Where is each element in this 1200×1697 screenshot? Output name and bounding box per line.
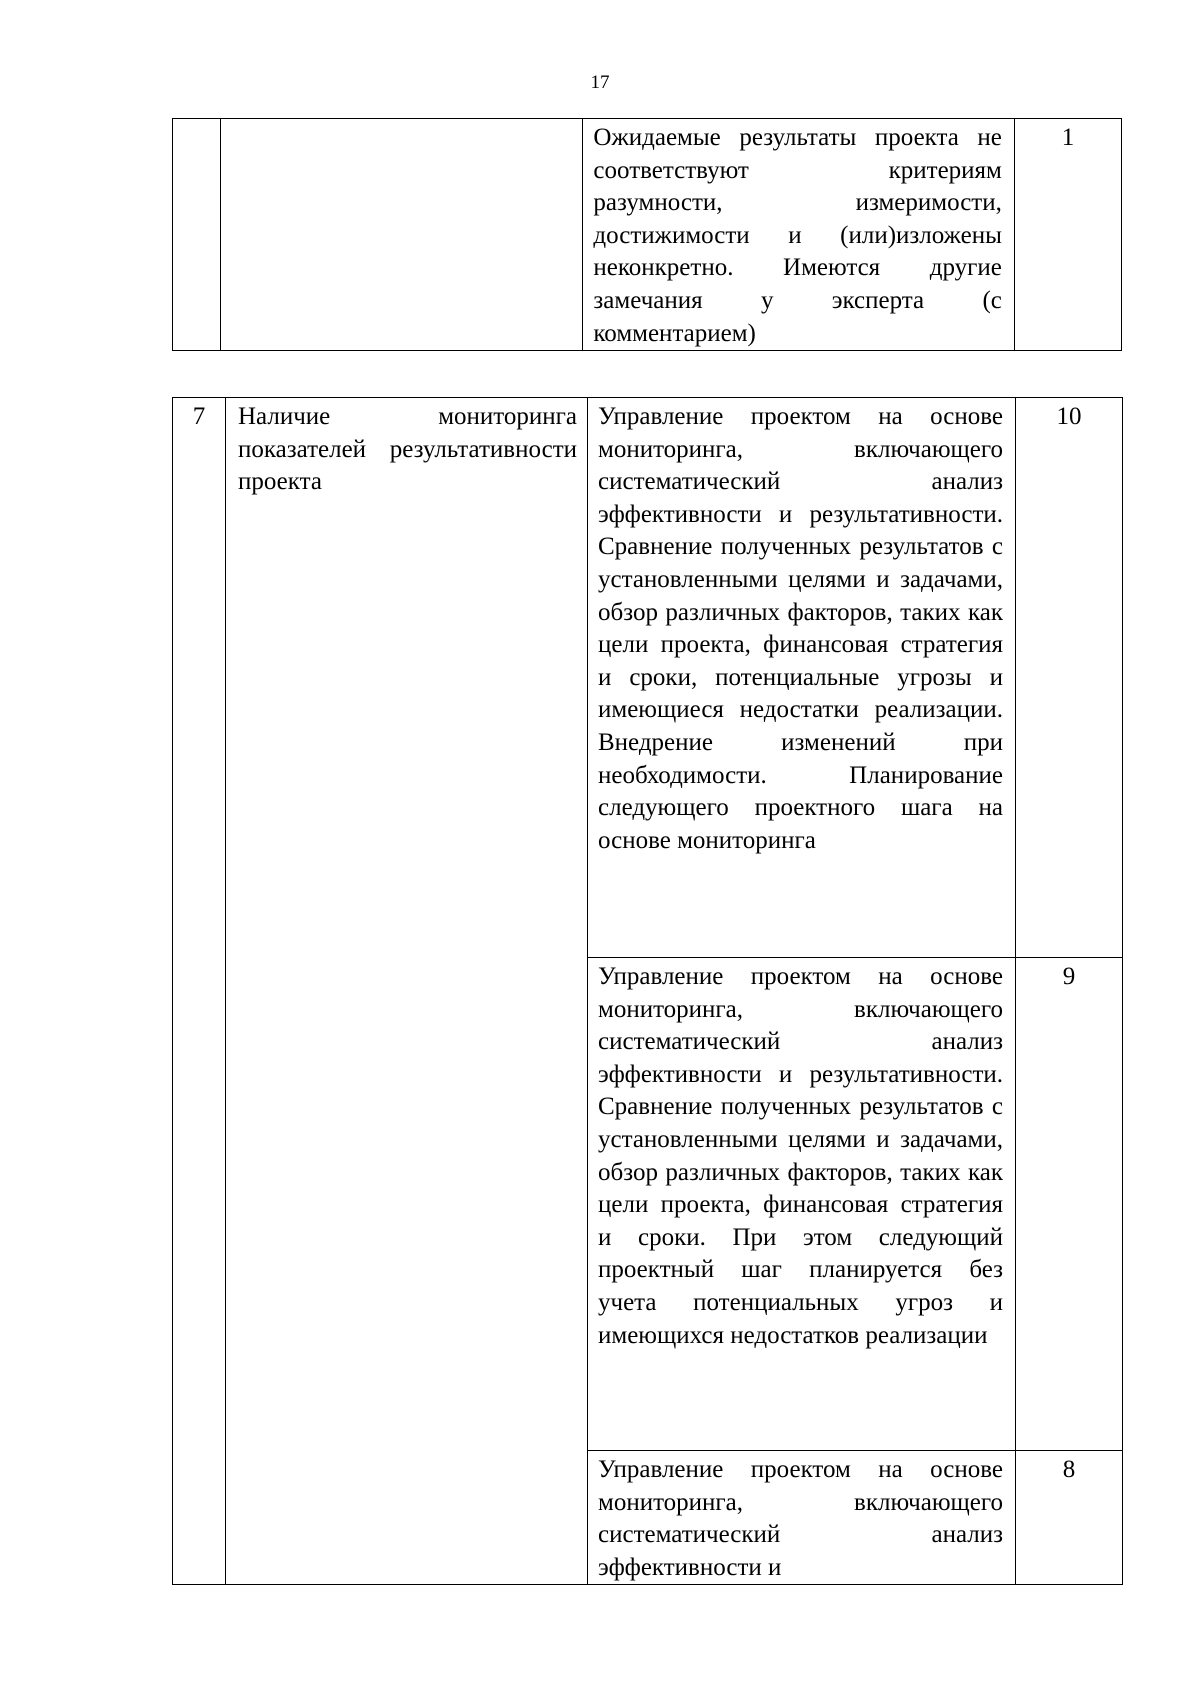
number-cell xyxy=(173,119,221,351)
score-cell: 9 xyxy=(1016,958,1123,1451)
description-cell: Управление проектом на основе мониторинга, включающего систематический анализ эффективности и результативности. Сравнение полученных результатов с установленными целями и задачами, обзор различных факторов, таких как цели проекта, финансовая стратегия и сроки. При этом следующий проектный шаг планируется без учета потенциальных угроз и имеющихся недостатков реализации xyxy=(588,958,1016,1451)
criterion-cell xyxy=(221,119,583,351)
page-number: 17 xyxy=(590,72,610,93)
criterion-name: Наличие мониторинга показателей результативности проекта xyxy=(226,398,588,1585)
table-row xyxy=(173,119,1122,351)
score-cell: 10 xyxy=(1016,398,1123,958)
table-row xyxy=(173,398,1123,958)
score-cell: 8 xyxy=(1016,1451,1123,1585)
description-cell: Управление проектом на основе мониторинга, включающего систематический анализ эффективности и xyxy=(588,1451,1016,1585)
description-cell: Ожидаемые результаты проекта не соответствуют критериям разумности, измеримости, достижимости и (или)изложены неконкретно. Имеются другие замечания у эксперта (с комментарием) xyxy=(583,119,1014,351)
criteria-table-continuation xyxy=(172,118,1122,351)
criteria-table xyxy=(172,397,1123,1585)
score-cell: 1 xyxy=(1014,119,1121,351)
description-cell: Управление проектом на основе мониторинга, включающего систематический анализ эффективности и результативности. Сравнение полученных результатов с установленными целями и задачами, обзор различных факторов, таких как цели проекта, финансовая стратегия и сроки, потенциальные угрозы и имеющиеся недостатки реализации. Внедрение изменений при необходимости. Планирование следующего проектного шага на основе мониторинга xyxy=(588,398,1016,958)
criterion-number: 7 xyxy=(173,398,226,1585)
